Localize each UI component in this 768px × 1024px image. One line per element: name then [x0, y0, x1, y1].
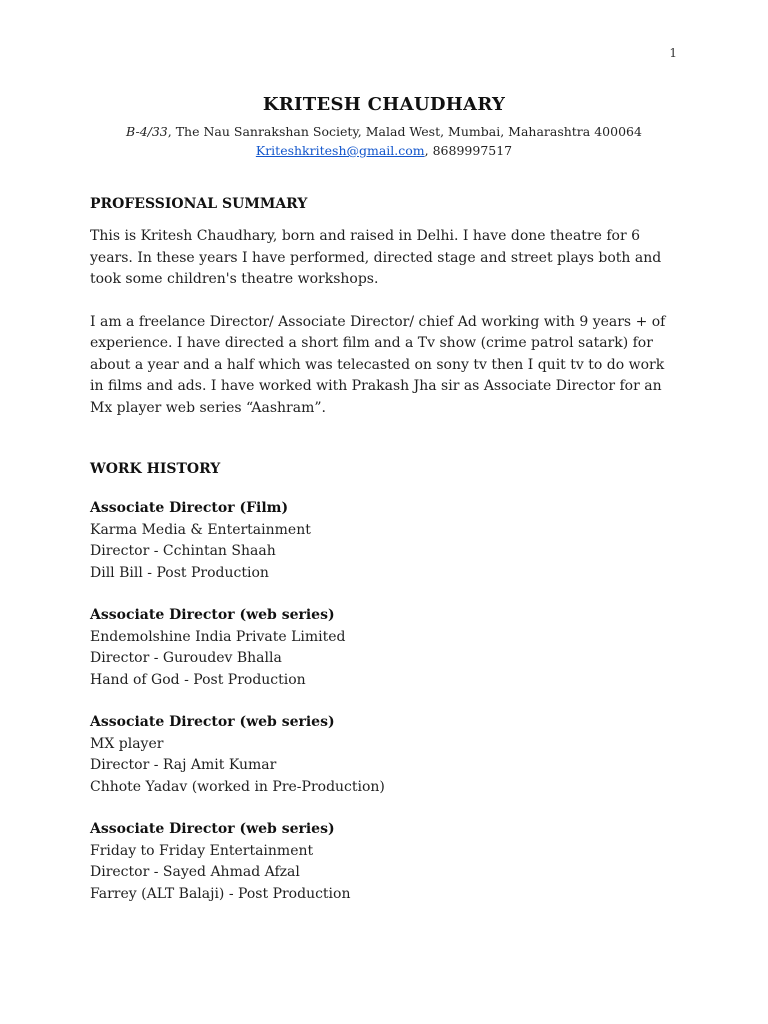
job-director: Director - Cchintan Shaah [90, 543, 276, 559]
job-company: Endemolshine India Private Limited [90, 628, 346, 645]
page-number: 1 [669, 46, 677, 60]
job-project: Hand of God - Post Production [90, 671, 306, 688]
job-entry [90, 712, 672, 798]
job-entry [90, 819, 672, 905]
job-director: Director - Sayed Ahmad Afzal [90, 864, 300, 880]
job-project: Chhote Yadav (worked in Pre-Production) [90, 778, 385, 795]
address-line [0, 122, 768, 141]
resume-body [90, 196, 672, 905]
section-heading-summary: PROFESSIONAL SUMMARY [90, 196, 308, 212]
job-title: Associate Director (web series) [90, 714, 335, 730]
contact-line [0, 141, 768, 160]
job-project: Dill Bill - Post Production [90, 564, 269, 581]
job-entry [90, 498, 672, 584]
job-project: Farrey (ALT Balaji) - Post Production [90, 885, 351, 902]
resume-header [0, 94, 768, 160]
job-company: MX player [90, 735, 164, 752]
job-director: Director - Guroudev Bhalla [90, 650, 282, 666]
address-unit: B-4/33 [126, 124, 168, 139]
summary-paragraph: This is Kritesh Chaudhary, born and raised in Delhi. I have done theatre for 6 years. In these years I have performed, directed stage and street plays both and took some children's theatre workshops. [90, 228, 662, 287]
job-title: Associate Director (web series) [90, 607, 335, 623]
address-text: , The Nau Sanrakshan Society, Malad West, Mumbai, Maharashtra 400064 [167, 124, 642, 139]
candidate-name: KRITESH CHAUDHARY [262, 94, 506, 115]
job-company: Karma Media & Entertainment [90, 521, 311, 538]
email-link[interactable]: Kriteshkritesh@gmail.com [255, 143, 425, 158]
job-director: Director - Raj Amit Kumar [90, 757, 277, 773]
job-title: Associate Director (web series) [90, 821, 335, 837]
phone-number: , 8689997517 [424, 143, 513, 158]
job-title: Associate Director (Film) [90, 500, 289, 516]
job-company: Friday to Friday Entertainment [90, 842, 314, 859]
section-heading-work-history: WORK HISTORY [90, 461, 221, 477]
summary-paragraph: I am a freelance Director/ Associate Director/ chief Ad working with 9 years + of experience. I have directed a short film and a Tv show (crime patrol satark) for about a year and a half which was telecasted on sony tv then I quit tv to do work in films and ads. I have worked with Prakash Jha sir as Associate Director for an Mx player web series “Aashram”. [90, 313, 666, 416]
job-entry [90, 605, 672, 691]
